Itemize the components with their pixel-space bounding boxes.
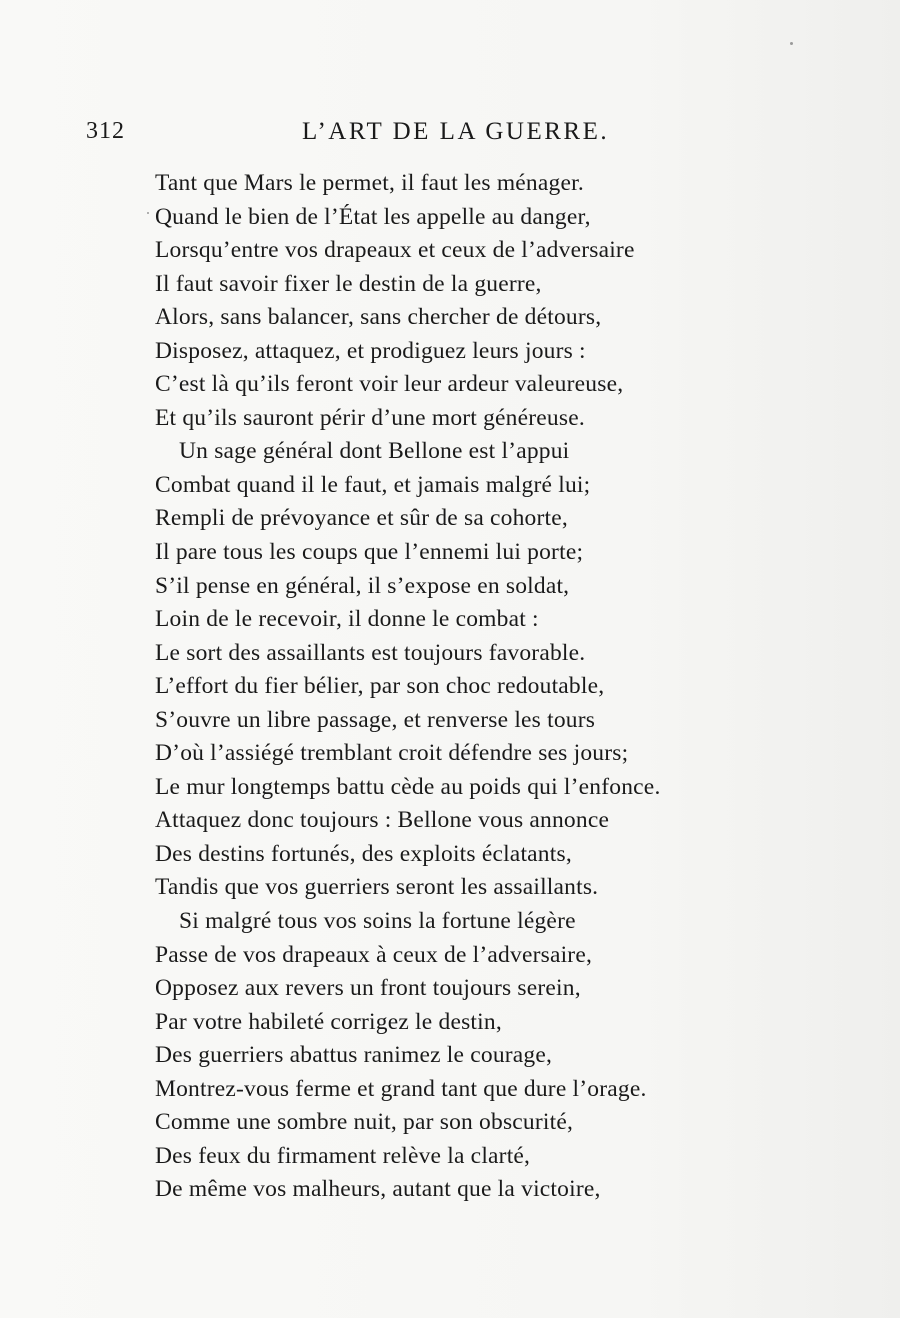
poem-line: Tant que Mars le permet, il faut les ménager. [155,170,584,196]
poem-line: Loin de le recevoir, il donne le combat : [155,606,539,633]
paper-speck [790,42,793,45]
poem-line: C’est là qu’ils feront voir leur ardeur valeureuse, [155,371,624,398]
poem-line: Un sage général dont Bellone est l’appui [179,438,570,465]
poem-line: Comme une sombre nuit, par son obscurité, [155,1109,574,1136]
poem-line: Par votre habileté corrigez le destin, [155,1008,502,1035]
poem-line: Montrez-vous ferme et grand tant que dure l’orage. [155,1075,647,1102]
poem-line: Il faut savoir fixer le destin de la guerre, [155,270,542,297]
poem-line: Alors, sans balancer, sans chercher de détours, [155,304,602,331]
page-number: 312 [86,118,125,144]
poem-line: S’ouvre un libre passage, et renverse les tours [155,706,596,733]
poem-line: Des guerriers abattus ranimez le courage, [155,1042,553,1069]
poem-line: Si malgré tous vos soins la fortune légère [179,908,576,935]
page-header [80,118,720,154]
poem-line: Quand le bien de l’État les appelle au danger, [155,203,591,230]
poem-line: Opposez aux revers un front toujours serein, [155,975,581,1002]
poem-line: S’il pense en général, il s’expose en soldat, [155,572,570,599]
poem-line: Des destins fortunés, des exploits éclatants, [155,840,572,867]
poem-line: Et qu’ils sauront périr d’une mort généreuse. [155,404,585,431]
poem-line: Disposez, attaquez, et prodiguez leurs jours : [155,337,586,364]
poem-line: Combat quand il le faut, et jamais malgré lui; [155,471,591,498]
poem-line: Rempli de prévoyance et sûr de sa cohorte, [155,505,568,532]
poem-line: D’où l’assiégé tremblant croit défendre ses jours; [155,740,629,767]
poem-line: Attaquez donc toujours : Bellone vous annonce [155,807,610,834]
poem-line: Il pare tous les coups que l’ennemi lui porte; [155,539,584,566]
poem-line: Tandis que vos guerriers seront les assaillants. [155,874,599,901]
poem-line: Lorsqu’entre vos drapeaux et ceux de l’adversaire [155,237,635,264]
poem-line: Le sort des assaillants est toujours favorable. [155,639,586,666]
poem-line: Le mur longtemps battu cède au poids qui l’enfonce. [155,773,661,800]
poem-text [155,167,835,1207]
poem-line: Des feux du firmament relève la clarté, [155,1142,531,1169]
running-title: L’ART DE LA GUERRE. [302,118,610,145]
poem-line: L’effort du fier bélier, par son choc redoutable, [155,673,605,700]
poem-line: Passe de vos drapeaux à ceux de l’adversaire, [155,941,593,968]
paper-speck [147,212,149,214]
poem-line: De même vos malheurs, autant que la victoire, [155,1176,601,1203]
